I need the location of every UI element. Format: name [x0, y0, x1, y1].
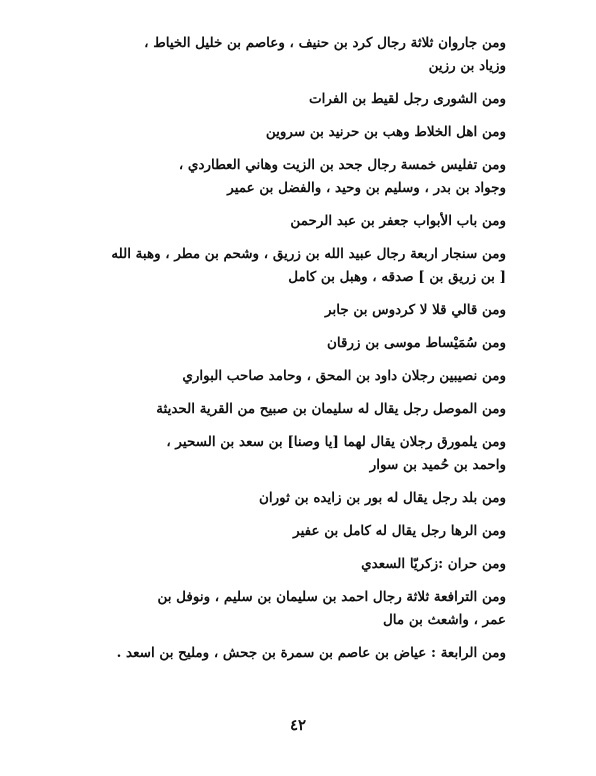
text-line: ومن باب الأبواب جعفر بن عبد الرحمن	[290, 213, 506, 229]
text-entry	[66, 243, 506, 289]
text-line: ومن الشورى رجل لقيط بن الفرات	[308, 91, 506, 107]
text-line: ومن الترافعة ثلاثة رجال احمد بن سليمان بن سليم ، ونوفل بن	[157, 589, 506, 605]
text-line: ومن سنجار اربعة رجال عبيد الله بن زريق ، وشحم بن مطر ، وهبة الله	[111, 246, 506, 262]
text-block	[66, 32, 506, 665]
text-line: ومن تفليس خمسة رجال جحد بن الزيت وهاني العطاردي ،	[178, 157, 506, 173]
text-line: ومن قالي قلا لا كردوس بن جابر	[325, 302, 506, 318]
text-entry	[66, 32, 506, 78]
text-line: ومن الرها رجل يقال له كامل بن عفير	[293, 523, 506, 539]
text-line: واحمد بن حُميد بن سوار	[369, 457, 506, 473]
text-entry	[66, 154, 506, 200]
text-line: ومن الرابعة : عياض بن عاصم بن سمرة بن جحش ، ومليح بن اسعد .	[116, 645, 506, 661]
text-entry	[66, 398, 506, 421]
text-entry	[66, 332, 506, 355]
text-line: عمر ، واشعث بن مال	[382, 612, 506, 628]
text-line: ومن اهل الخلاط وهب بن حرنيد بن سروين	[265, 124, 506, 140]
text-line: ومن الموصل رجل يقال له سليمان بن صبيح من القرية الحديثة	[156, 401, 506, 417]
text-entry	[66, 431, 506, 477]
text-entry	[66, 365, 506, 388]
text-line: ومن نصيبين رجلان داود بن المحق ، وحامد صاحب البواري	[182, 368, 506, 384]
text-entry	[66, 299, 506, 322]
text-entry	[66, 210, 506, 233]
text-entry	[66, 121, 506, 144]
page-number: ٤٢	[289, 716, 307, 734]
text-line: [ بن زريق بن ] صدقه ، وهبل بن كامل	[288, 269, 506, 285]
text-entry	[66, 586, 506, 632]
text-entry	[66, 520, 506, 543]
text-line: ومن حران :زكريّا السعدي	[361, 556, 506, 572]
text-line: وجواد بن بدر ، وسليم بن وحيد ، والفضل بن عمير	[227, 180, 506, 196]
text-entry	[66, 487, 506, 510]
text-entry	[66, 553, 506, 576]
text-entry	[66, 88, 506, 111]
text-line: ومن سُمَيْساط موسى بن زرقان	[327, 335, 506, 351]
text-line: وزياد بن رزين	[428, 58, 506, 74]
text-line: ومن جاروان ثلاثة رجال كرد بن حنيف ، وعاصم بن خليل الخياط ،	[144, 35, 506, 51]
text-line: ومن يلمورق رجلان يقال لهما [يا وصنا] بن سعد بن السحير ،	[166, 434, 506, 450]
text-entry	[66, 642, 506, 665]
text-line: ومن بلد رجل يقال له بور بن زايده بن ثوران	[258, 490, 506, 506]
